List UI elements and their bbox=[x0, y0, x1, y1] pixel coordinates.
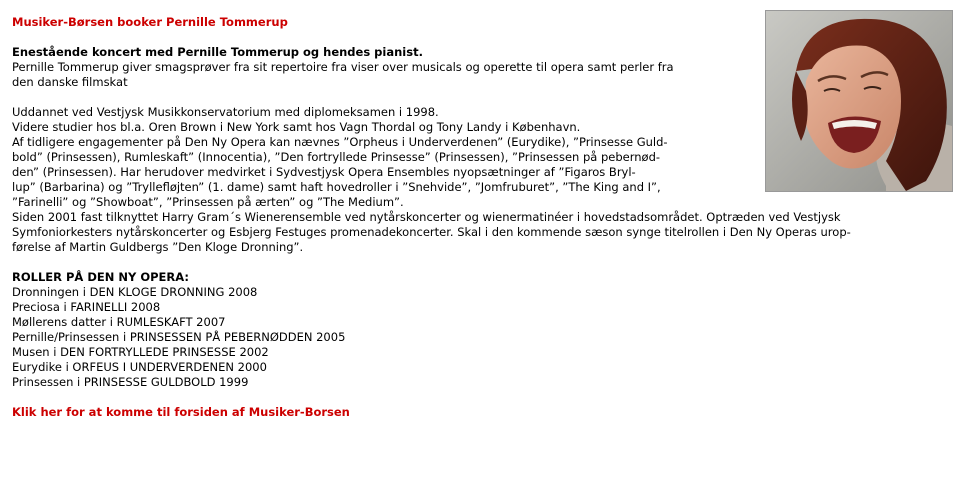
bio-line: Af tidligere engagementer på Den Ny Opera kan nævnes ”Orpheus i Underverdenen” (Eurydike), ”Prinsesse Guld- bbox=[12, 135, 668, 149]
bio-line: bold” (Prinsessen), Rumleskaft” (Innocentia), ”Den fortryllede Prinsesse” (Prinsessen), ”Prinsessen på pebernød- bbox=[12, 150, 661, 164]
roles-section bbox=[12, 270, 947, 390]
bio-wide-line: Symfoniorkesters nytårskoncerter og Esbjerg Festuges promenadekoncerter. Skal i den kommende sæson synge titelrollen i Den Ny Operas urop- bbox=[12, 225, 851, 239]
role-item: Dronningen i DEN KLOGE DRONNING 2008 bbox=[12, 285, 258, 299]
intro-text-line: Pernille Tommerup giver smagsprøver fra sit repertoire fra viser over musicals og operette til opera samt perler fra bbox=[12, 60, 674, 74]
role-item: Preciosa i FARINELLI 2008 bbox=[12, 300, 161, 314]
singer-photo bbox=[765, 10, 953, 192]
roles-heading: ROLLER PÅ DEN NY OPERA: bbox=[12, 270, 189, 284]
role-item: Møllerens datter i RUMLESKAFT 2007 bbox=[12, 315, 226, 329]
role-item: Musen i DEN FORTRYLLEDE PRINSESSE 2002 bbox=[12, 345, 269, 359]
bio-line: Uddannet ved Vestjysk Musikkonservatorium med diplomeksamen i 1998. bbox=[12, 105, 439, 119]
bio-line: Videre studier hos bl.a. Oren Brown i New York samt hos Vagn Thordal og Tony Landy i København. bbox=[12, 120, 581, 134]
intro-heading: Enestående koncert med Pernille Tommerup og hendes pianist. bbox=[12, 45, 423, 59]
bio-line: lup” (Barbarina) og ”Tryllefløjten” (1. dame) samt haft hovedroller i ”Snehvide”, ”Jomfruburet”, ”The King and I”, bbox=[12, 180, 661, 194]
role-item: Eurydike i ORFEUS I UNDERVERDENEN 2000 bbox=[12, 360, 267, 374]
frontpage-link[interactable]: Klik her for at komme til forsiden af Musiker-Borsen bbox=[12, 405, 350, 419]
page-title: Musiker-Børsen booker Pernille Tommerup bbox=[12, 15, 288, 29]
role-item: Pernille/Prinsessen i PRINSESSEN PÅ PEBERNØDDEN 2005 bbox=[12, 330, 346, 344]
intro-section bbox=[12, 45, 742, 90]
bio-line: ”Farinelli” og ”Showboat”, ”Prinsessen på ærten” og ”The Medium”. bbox=[12, 195, 404, 209]
page bbox=[12, 12, 947, 420]
bio-line: den” (Prinsessen). Har herudover medvirket i Sydvestjysk Opera Ensembles nyopsætninger af ”Figaros Bryl- bbox=[12, 165, 636, 179]
intro-text-line: den danske filmskat bbox=[12, 75, 128, 89]
bio-wide-line: Siden 2001 fast tilknyttet Harry Gram´s Wienerensemble ved nytårskoncerter og wienermatinéer i hovedstadsområdet. Optræden ved Vestjysk bbox=[12, 210, 841, 224]
bio-wide-line: førelse af Martin Guldbergs ”Den Kloge Dronning”. bbox=[12, 240, 304, 254]
role-item: Prinsessen i PRINSESSE GULDBOLD 1999 bbox=[12, 375, 249, 389]
singer-portrait-image bbox=[766, 11, 952, 191]
